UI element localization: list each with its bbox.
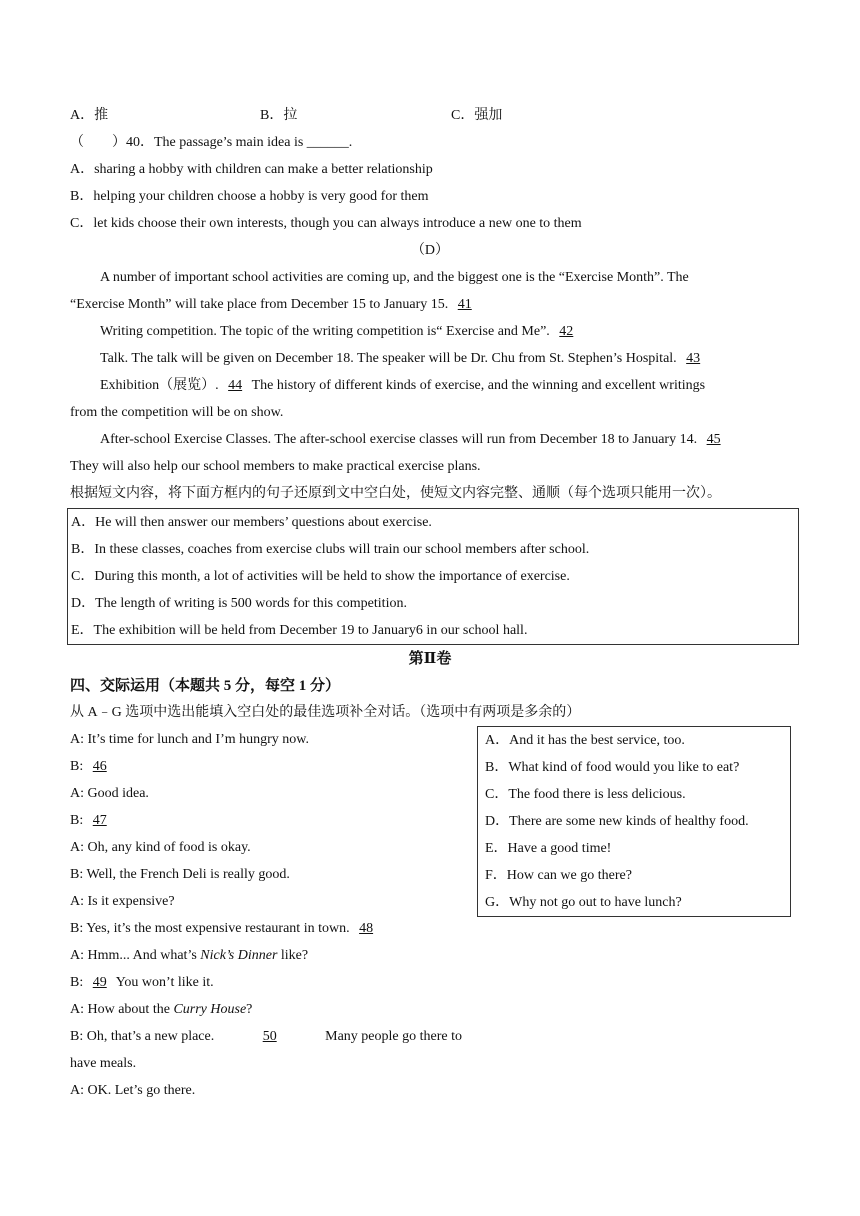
dialogue-line-2 [70,758,113,776]
q39-option-a: A．推 [70,108,109,123]
dialogue-line-9 [70,947,308,965]
blank-41[interactable]: 41 [457,297,472,312]
restaurant-name: Curry House [173,1002,247,1017]
option-4-e: E．Have a good time! [485,841,612,856]
dialogue-line-12 [70,1028,462,1046]
passage-d-line-6: from the competition will be on show. [70,405,284,420]
section-d-instruction: 根据短文内容，将下面方框内的句子还原到文中空白处，使短文内容完整、通顺（每个选项只能用一次）。 [70,486,721,501]
passage-d-line-3 [100,323,579,341]
blank-44[interactable]: 44 [228,378,243,393]
blank-49[interactable]: 49 [92,975,107,990]
q40-option-c: C．let kids choose their own interests, though you can always introduce a new one to them [70,216,582,231]
option-4-a: A．And it has the best service, too. [485,733,685,748]
dialogue-text: B: Yes, it’s the most expensive restaurant in town. [70,921,350,936]
option-d-d: D．The length of writing is 500 words for this competition. [71,596,407,611]
dialogue-line-14: A: OK. Let’s go there. [70,1083,196,1098]
option-d-a: A．He will then answer our members’ questions about exercise. [71,515,432,530]
restaurant-name: Nick’s Dinner [200,948,278,963]
dialogue-text: ? [246,1002,253,1017]
blank-47[interactable]: 47 [92,813,107,828]
section-4-instruction: 从 A﹣G 选项中选出能填入空白处的最佳选项补全对话。（选项中有两项是多余的） [70,705,581,720]
q40-option-a: A．sharing a hobby with children can make a better relationship [70,162,433,177]
dialogue-line-3: A: Good idea. [70,786,149,801]
q39-option-c: C．强加 [451,108,503,123]
dialogue-text: A: How about the [70,1002,170,1017]
dialogue-line-1: A: It’s time for lunch and I’m hungry now. [70,732,309,747]
passage-d-line-7 [100,431,727,449]
section-4-options-box [477,726,791,917]
passage-d-line-4 [100,350,706,368]
dialogue-line-4 [70,812,113,830]
q40-option-b: B．helping your children choose a hobby is very good for them [70,189,429,204]
dialogue-line-5: A: Oh, any kind of food is okay. [70,840,251,855]
blank-48[interactable]: 48 [359,921,374,936]
dialogue-speaker: B: [70,813,84,828]
blank-42[interactable]: 42 [559,324,574,339]
option-4-d: D．There are some new kinds of healthy food. [485,814,749,829]
option-4-f: F．How can we go there? [485,868,632,883]
dialogue-text: You won’t like it. [115,975,214,990]
blank-45[interactable]: 45 [706,432,721,447]
passage-d-line-8: They will also help our school members to make practical exercise plans. [70,459,481,474]
dialogue-line-10 [70,974,214,992]
q39-option-b: B．拉 [260,108,298,123]
option-4-b: B．What kind of food would you like to eat? [485,760,740,775]
dialogue-text: B: Oh, that’s a new place. [70,1029,215,1044]
dialogue-speaker: B: [70,975,84,990]
passage-d-text: Talk. The talk will be given on December 18. The speaker will be Dr. Chu from St. Stephen’s Hospital. [100,351,677,366]
option-4-g: G．Why not go out to have lunch? [485,895,682,910]
passage-d-text: After-school Exercise Classes. The after-school exercise classes will run from December 18 to January 14. [100,432,698,447]
q40-stem: （ ）40．The passage’s main idea is ______. [70,135,353,150]
option-d-b: B．In these classes, coaches from exercise clubs will train our school members after school. [71,542,590,557]
dialogue-line-6: B: Well, the French Deli is really good. [70,867,290,882]
section-4-heading: 四、交际运用（本题共 5 分，每空 1 分） [70,678,341,694]
passage-d-text: “Exercise Month” will take place from December 15 to January 15. [70,297,449,312]
passage-d-text: Exhibition（展览）. [100,378,219,393]
section-d-options-box [67,508,799,645]
blank-43[interactable]: 43 [686,351,701,366]
section-d-title: （D） [410,243,450,258]
dialogue-line-8 [70,920,379,938]
passage-d-text: The history of different kinds of exercise, and the winning and excellent writings [251,378,706,393]
dialogue-text: A: Hmm... And what’s [70,948,197,963]
passage-d-line-1: A number of important school activities are coming up, and the biggest one is the “Exercise Month”. The [100,270,689,285]
option-4-c: C．The food there is less delicious. [485,787,686,802]
dialogue-line-7: A: Is it expensive? [70,894,175,909]
dialogue-line-13: have meals. [70,1056,137,1071]
passage-d-line-5 [100,377,705,395]
blank-50[interactable]: 50 [262,1029,277,1044]
passage-d-text: Writing competition. The topic of the writing competition is“ Exercise and Me”. [100,324,550,339]
dialogue-text: like? [280,948,309,963]
passage-d-line-2 [70,296,478,314]
blank-46[interactable]: 46 [92,759,107,774]
dialogue-speaker: B: [70,759,84,774]
dialogue-text: Many people go there to [325,1029,462,1044]
volume-title: 第Ⅱ卷 [408,651,452,667]
dialogue-line-11 [70,1001,252,1019]
option-d-e: E．The exhibition will be held from December 19 to January6 in our school hall. [71,623,528,638]
option-d-c: C．During this month, a lot of activities will be held to show the importance of exercise. [71,569,570,584]
